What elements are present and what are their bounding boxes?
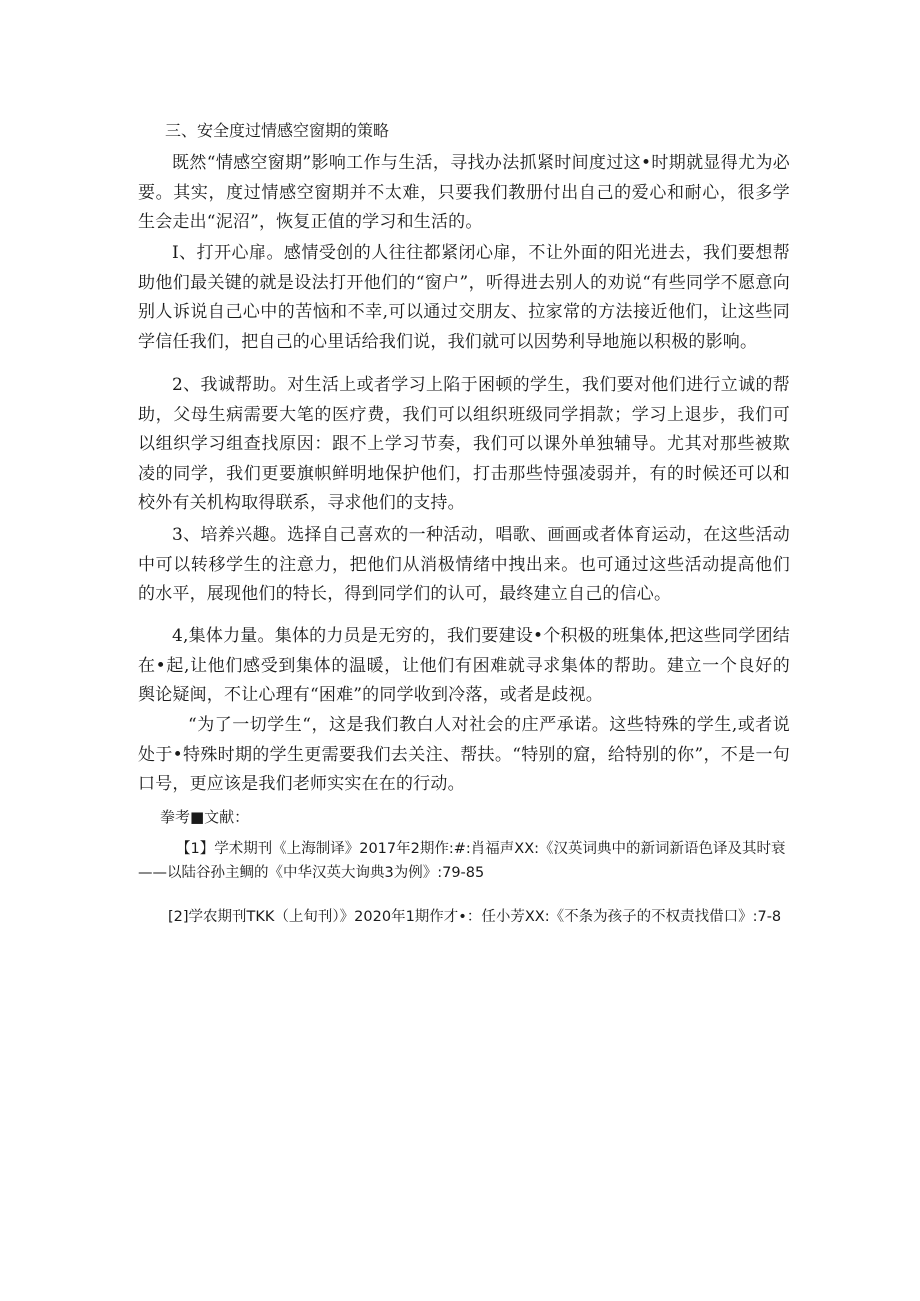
paragraph-sincere-help: 2、我诚帮助。对生活上或者学习上陷于困顿的学生，我们要对他们进行立诚的帮助，父母生病需要大笔的医疗费，我们可以组织班级同学捐款；学习上退步，我们可以组织学习组查找原因：跟不上学习节奏，我们可以课外单独辅导。尤其对那些被欺凌的同学，我们更要旗帜鲜明地保护他们，打击那些恃强凌弱并，有的时候还可以和校外有关机构取得联系，寻求他们的支持。 <box>138 375 790 513</box>
references-title: 拳考■文献： <box>160 808 250 826</box>
paragraph-open-heart: I、打开心扉。感情受创的人往往都紧闭心扉，不让外面的阳光进去，我们要想帮助他们最关键的就是设法打开他们的“窗户”，听得进去别人的劝说“有些同学不愿意向别人诉说自己心中的苦恼和不幸,可以通过交朋友、拉家常的方法接近他们，让这些同学信任我们，把自己的心里话给我们说，我们就可以因势利导地施以积极的影响。 <box>138 243 790 352</box>
reference-item: 【1】学术期刊《上海制译》2017年2期作:#:肖福声XX:《汉英词典中的新词新语色译及其时衰——以陆谷孙主鲷的《中华汉英大询典3为例》:79-85 <box>138 841 786 881</box>
paragraph-cultivate-interest: 3、培养兴趣。选择自己喜欢的一种活动，唱歌、画画或者体育运动，在这些活动中可以转移学生的注意力，把他们从消极情绪中拽出来。也可通过这些活动提高他们的水平，展现他们的特长，得到同学们的认可，最终建立自己的信心。 <box>138 525 790 604</box>
paragraph-intro: 既然“情感空窗期”影响工作与生活，寻找办法抓紧时间度过这•时期就显得尤为必要。其实，度过情感空窗期并不太难，只要我们教册付出自己的爱心和耐心，很多学生会走出“泥沼”，恢复正值的学习和生活的。 <box>138 153 790 232</box>
reference-item: [2]学农期刊TKK（上旬刊）》2020年1期作才•：任小芳XX:《不条为孩子的不权责找借口》:7-8 <box>168 909 782 925</box>
paragraph-collective-power: 4,集体力量。集体的力员是无穷的，我们要建设•个积极的班集体,把这些同学团结在•起,让他们感受到集体的温暖，让他们有困难就寻求集体的帮助。建立一个良好的舆论疑闽，不让心理有“困难”的同学收到冷落，或者是歧视。 <box>138 626 790 705</box>
section-heading: 三、安全度过情感空窗期的策略 <box>165 121 390 140</box>
paragraph-conclusion: “为了一切学生“，这是我们教白人对社会的庄严承诺。这些特殊的学生,或者说处于•特殊时期的学生更需要我们去关注、帮扶。“特别的窟，给特别的你”，不是一句口号，更应该是我们老师实实在在的行动。 <box>138 715 790 794</box>
